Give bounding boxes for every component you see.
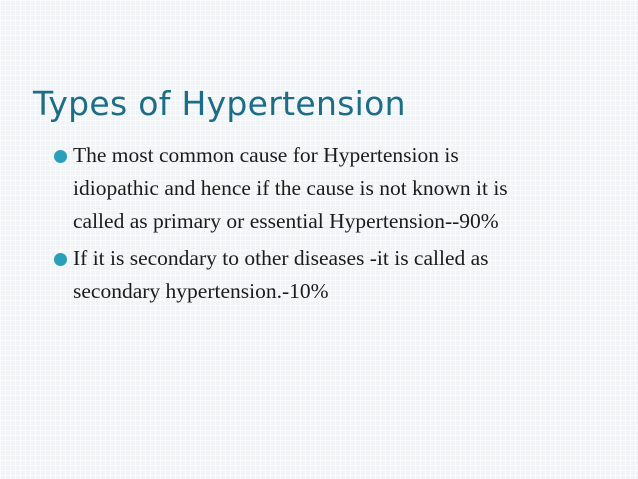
bullet-item-primary-hypertension [53, 139, 613, 238]
bullet-icon [54, 150, 67, 163]
bullet-item-secondary-hypertension [53, 242, 613, 308]
slide-title: Types of Hypertension [33, 84, 406, 123]
bullet-text: The most common cause for Hypertension is idiopathic and hence if the cause is not known it is called as primary or essential Hypertension--90% [73, 143, 508, 233]
bullet-list [53, 139, 613, 312]
bullet-icon [54, 253, 67, 266]
bullet-text: If it is secondary to other diseases -it is called as secondary hypertension.-10% [73, 246, 489, 303]
